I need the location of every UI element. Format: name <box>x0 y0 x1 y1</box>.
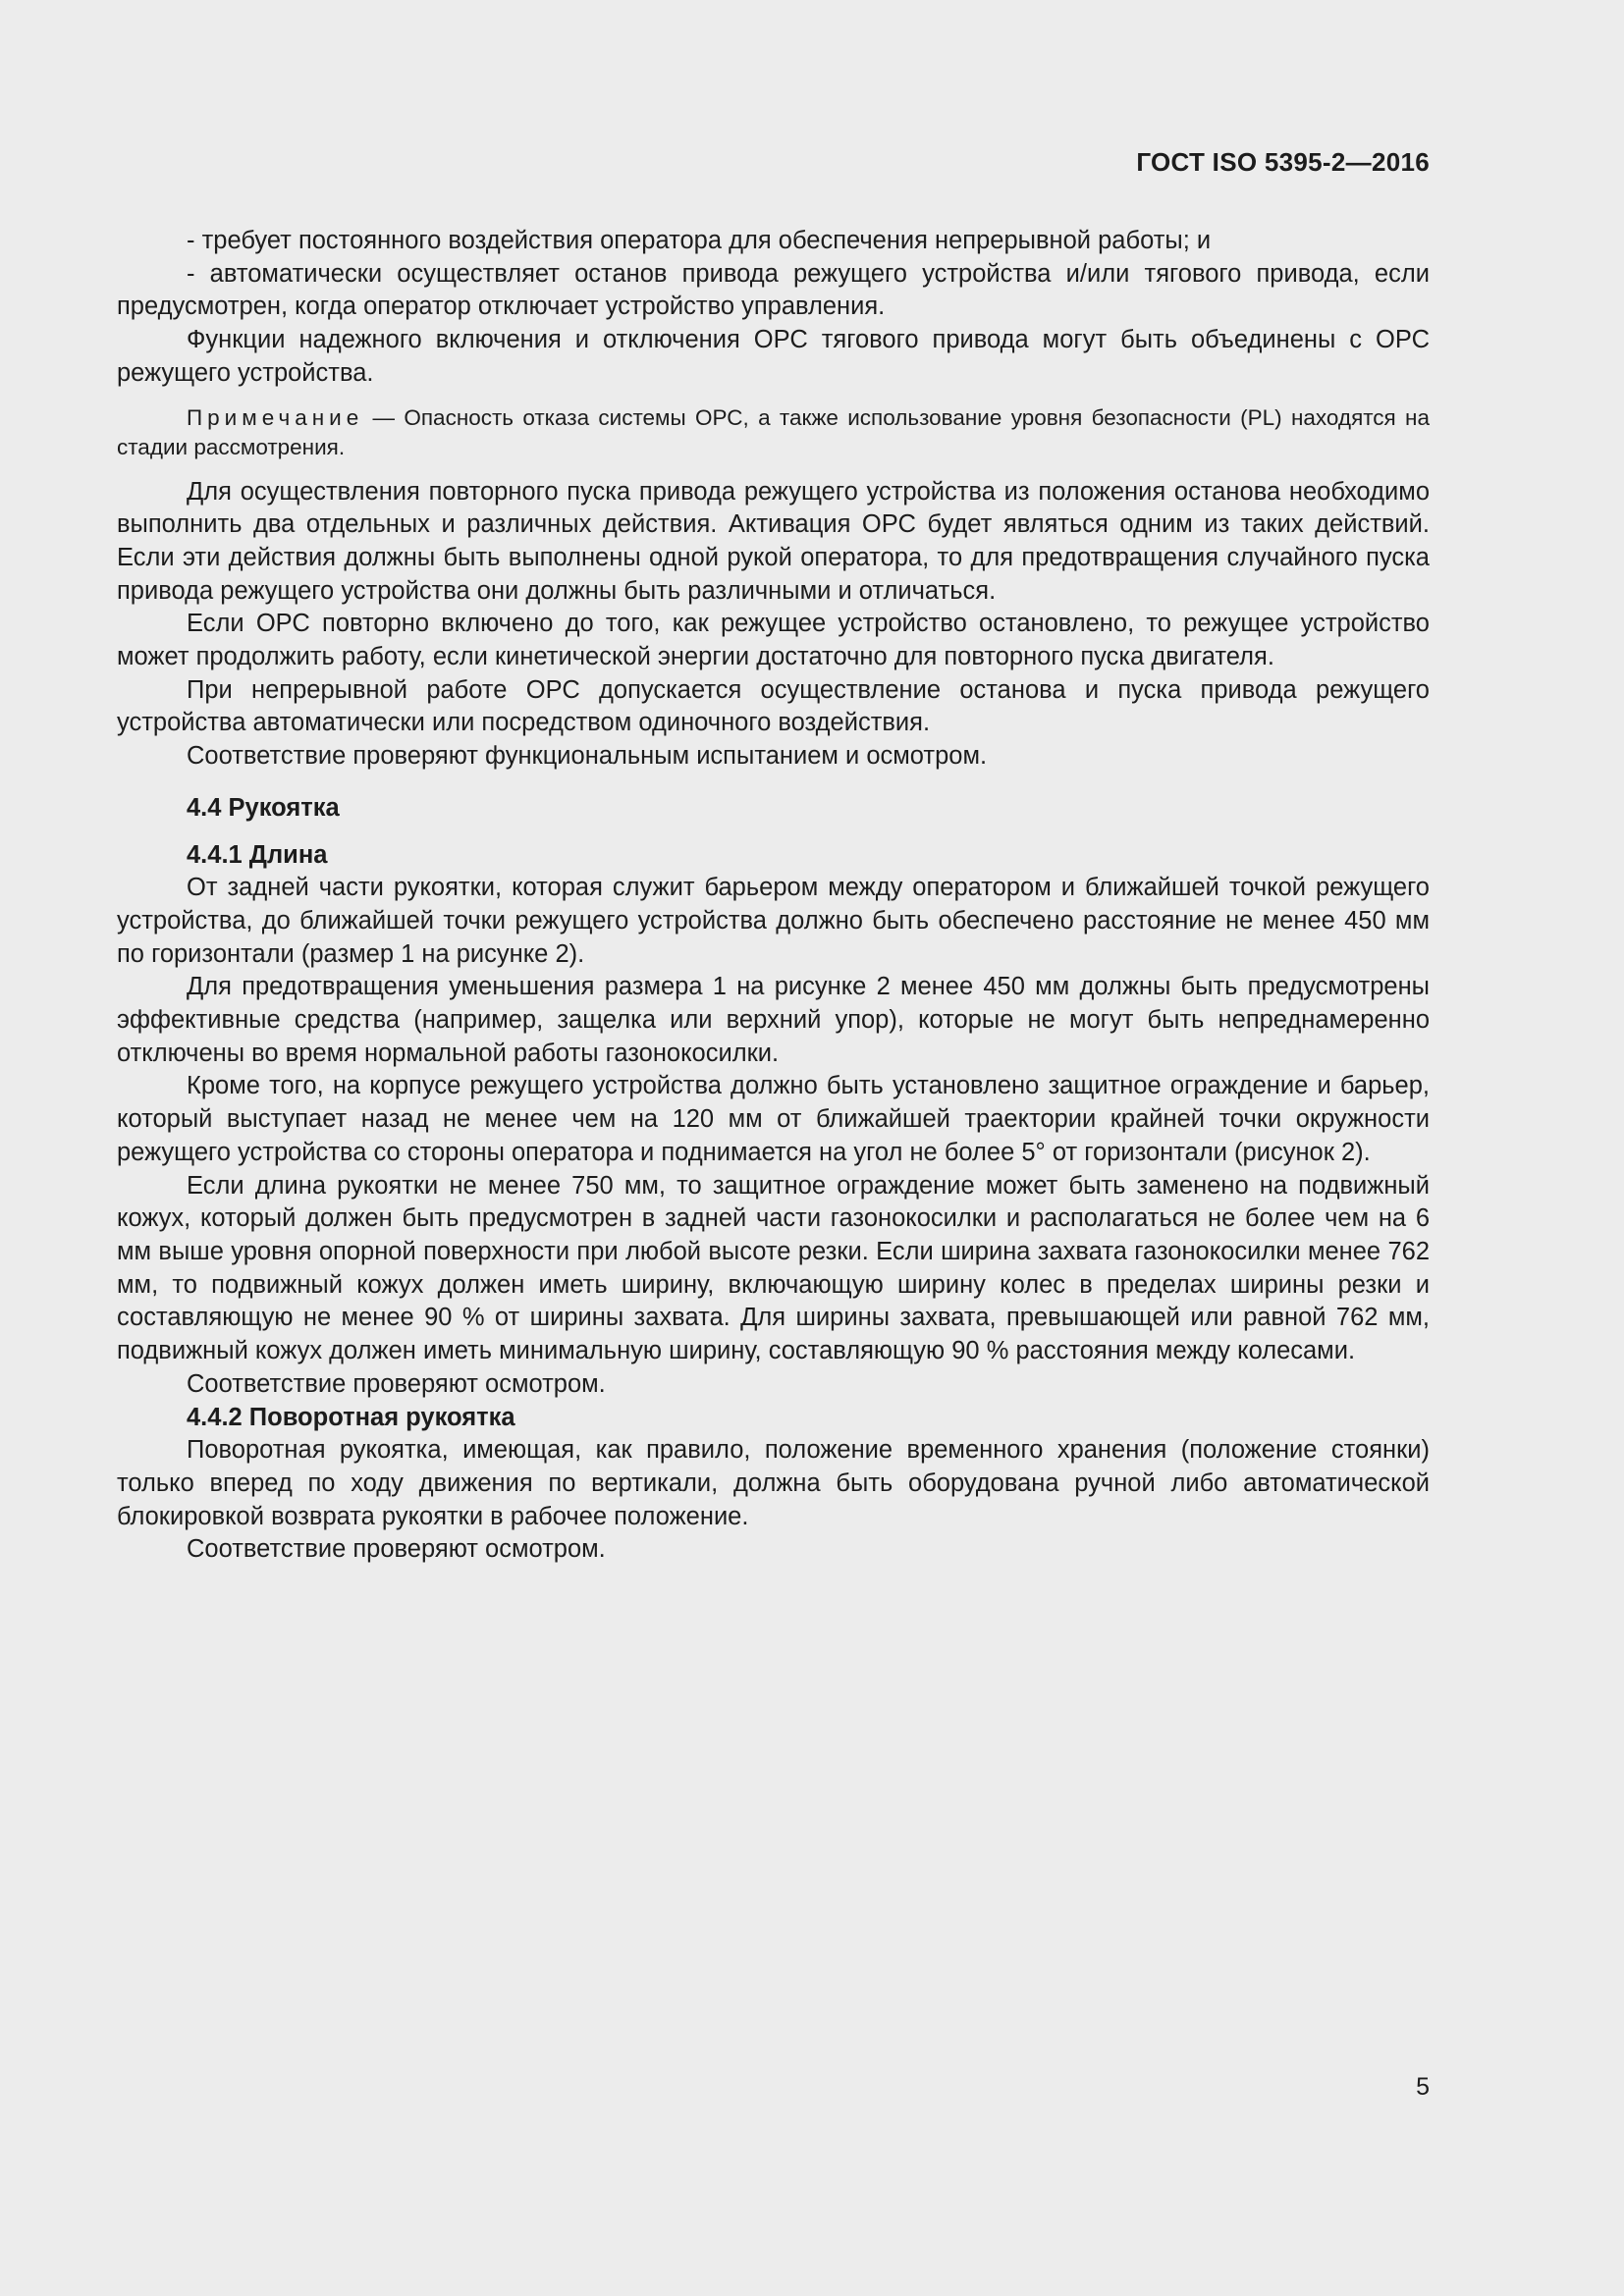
paragraph: При непрерывной работе ОРС допускается осуществление останова и пуска привода режущего устройства автоматически или посредством одиночного воздействия. <box>117 675 1430 737</box>
paragraph: Соответствие проверяют функциональным испытанием и осмотром. <box>187 742 988 771</box>
paragraph: Если ОРС повторно включено до того, как режущее устройство остановлено, то режущее устройство может продолжить работу, если кинетической энергии достаточно для повторного пуска двигателя. <box>117 610 1430 671</box>
note-text: — Опасность отказа системы ОРС, а также использование уровня безопасности (PL) находятся на стадии рассмотрения. <box>117 404 1430 459</box>
paragraph: Кроме того, на корпусе режущего устройства должно быть установлено защитное ограждение и барьер, который выступает назад не менее чем на 120 мм от ближайшей траектории крайней точки окружности режущего устройства со стороны оператора и поднимается на угол не более 5° от горизонтали (рисунок 2). <box>117 1072 1430 1166</box>
paragraph: Поворотная рукоятка, имеющая, как правило, положение временного хранения (положение стоянки) только вперед по ходу движения по вертикали, должна быть оборудована ручной либо автоматической блокировкой возврата рукоятки в рабочее положение. <box>117 1436 1430 1530</box>
note <box>117 403 1430 462</box>
paragraph: Соответствие проверяют осмотром. <box>187 1535 606 1564</box>
paragraph: Если длина рукоятки не менее 750 мм, то защитное ограждение может быть заменено на подвижный кожух, который должен быть предусмотрен в задней части газонокосилки и располагаться не более чем на 6 мм выше уровня опорной поверхности при любой высоте резки. Если ширина захвата газонокосилки менее 762 мм, то подвижный кожух должен иметь ширину, включающую ширину колес в пределах ширины резки и составляющую не менее 90 % от ширины захвата. Для ширины захвата, превышающей или равной 762 мм, подвижный кожух должен иметь минимальную ширину, составляющую 90 % расстояния между колесами. <box>117 1171 1430 1365</box>
paragraph: Соответствие проверяют осмотром. <box>187 1369 606 1398</box>
paragraph: Для осуществления повторного пуска привода режущего устройства из положения останова необходимо выполнить два отдельных и различных действия. Активация ОРС будет являться одним из таких действий. Если эти действия должны быть выполнены одной рукой оператора, то для предотвращения случайного пуска привода режущего устройства они должны быть различными и отличаться. <box>117 477 1430 605</box>
paragraph: - требует постоянного воздействия оператора для обеспечения непрерывной работы; и <box>187 227 1212 254</box>
paragraph: Для предотвращения уменьшения размера 1 на рисунке 2 менее 450 мм должны быть предусмотрены эффективные средства (например, защелка или верхний упор), которые не могут быть непреднамеренно отключены во время нормальной работы газонокосилки. <box>117 973 1430 1067</box>
section-heading-4-4-1: 4.4.1 Длина <box>187 840 328 869</box>
page-number: 5 <box>1416 2073 1430 2101</box>
document-header: ГОСТ ISO 5395-2—2016 <box>1136 147 1430 177</box>
document-body <box>117 225 1430 1567</box>
paragraph: От задней части рукоятки, которая служит барьером между оператором и ближайшей точкой режущего устройства, до ближайшей точки режущего устройства должно быть обеспечено расстояние не менее 450 мм по горизонтали (размер 1 на рисунке 2). <box>117 874 1430 968</box>
section-heading-4-4: 4.4 Рукоятка <box>187 793 340 822</box>
paragraph: Функции надежного включения и отключения ОРС тягового привода могут быть объединены с ОРС режущего устройства. <box>117 326 1430 387</box>
section-heading-4-4-2: 4.4.2 Поворотная рукоятка <box>187 1403 515 1431</box>
paragraph: - автоматически осуществляет останов привода режущего устройства и/или тягового привода, если предусмотрен, когда оператор отключает устройство управления. <box>117 259 1430 321</box>
note-label: Примечание <box>187 404 364 430</box>
